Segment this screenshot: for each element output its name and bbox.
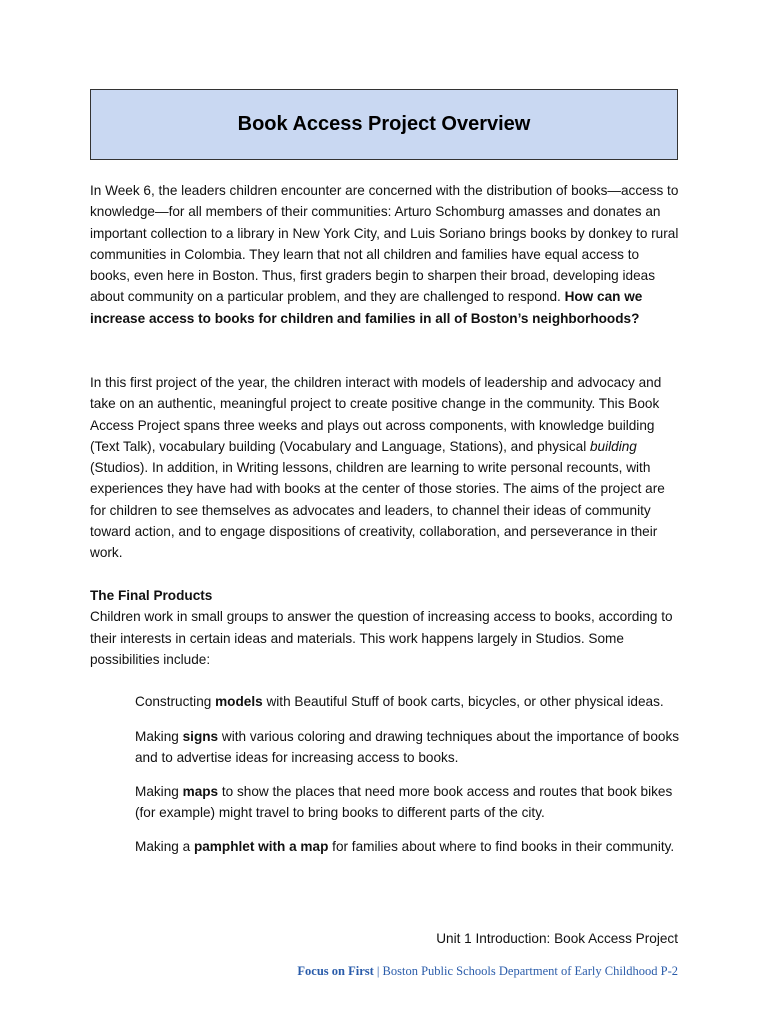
footer-organization (297, 964, 678, 979)
list-item-post: with Beautiful Stuff of book carts, bicycles, or other physical ideas. (262, 694, 664, 709)
page-title: Book Access Project Overview (237, 113, 531, 135)
list-item-keyword: maps (182, 784, 219, 799)
list-item-pre: Making (135, 784, 183, 799)
list-item-keyword: signs (182, 729, 219, 744)
list-item-pre: Constructing (135, 694, 216, 709)
intro-text: In Week 6, the leaders children encounter are concerned with the distribution of books—access to knowledge—for all members of their communities: Arturo Schomburg amasses and donates an important collection to a library in New York City, and Luis Soriano brings books by donkey to rural communities in Colombia. They learn that not all children and families have equal access to books, even here in Boston. Thus, first graders begin to sharpen their broad, developing ideas about community on a particular problem, and they are challenged to respond. (90, 183, 679, 305)
intro-paragraph (90, 180, 680, 329)
list-item-pre: Making a (135, 839, 194, 854)
list-item (135, 691, 680, 712)
list-item-keyword: models (215, 694, 263, 709)
footer-org-rest: | Boston Public Schools Department of Early Childhood P-2 (373, 964, 678, 978)
guiding-question: How can we increase access to books for children and families in all of Boston’s neighborhoods? (90, 289, 643, 326)
final-products-text: Children work in small groups to answer the question of increasing access to books, according to their interests in certain ideas and materials. This work happens largely in Studios. Some possibilities include: (90, 609, 673, 667)
project-text-a: In this first project of the year, the children interact with models of leadership and advocacy and take on an authentic, meaningful project to create positive change in the community. This Book Access Project spans three weeks and plays out across components, with knowledge building (Text Talk), vocabulary building (Vocabulary and Language, Stations), and physical (90, 375, 662, 454)
list-item-post: with various coloring and drawing techniques about the importance of books and to advertise ideas for increasing access to books. (135, 729, 680, 766)
section-heading: The Final Products (90, 588, 213, 603)
project-italic: building (590, 438, 637, 454)
list-item-pre: Making (135, 729, 183, 744)
project-text-b: (Studios). In addition, in Writing lessons, children are learning to write personal recounts, with experiences they have had with books at the center of those stories. The aims of the project are for children to see themselves as advocates and leaders, to channel their ideas of community toward action, and to engage dispositions of creativity, collaboration, and perseverance in their work. (90, 460, 665, 561)
list-item (135, 726, 680, 769)
list-item (135, 836, 680, 857)
list-item (135, 781, 680, 824)
list-item-post: for families about where to find books in their community. (328, 839, 675, 854)
list-item-post: to show the places that need more book access and routes that book bikes (for example) might travel to bring books to different parts of the city. (135, 784, 673, 821)
footer-org-name: Focus on First (297, 964, 374, 978)
project-paragraph (90, 372, 680, 564)
footer-unit-title: Unit 1 Introduction: Book Access Project (436, 931, 678, 946)
final-products-section (90, 585, 680, 670)
title-box (90, 89, 678, 160)
list-item-keyword: pamphlet with a map (193, 839, 329, 854)
